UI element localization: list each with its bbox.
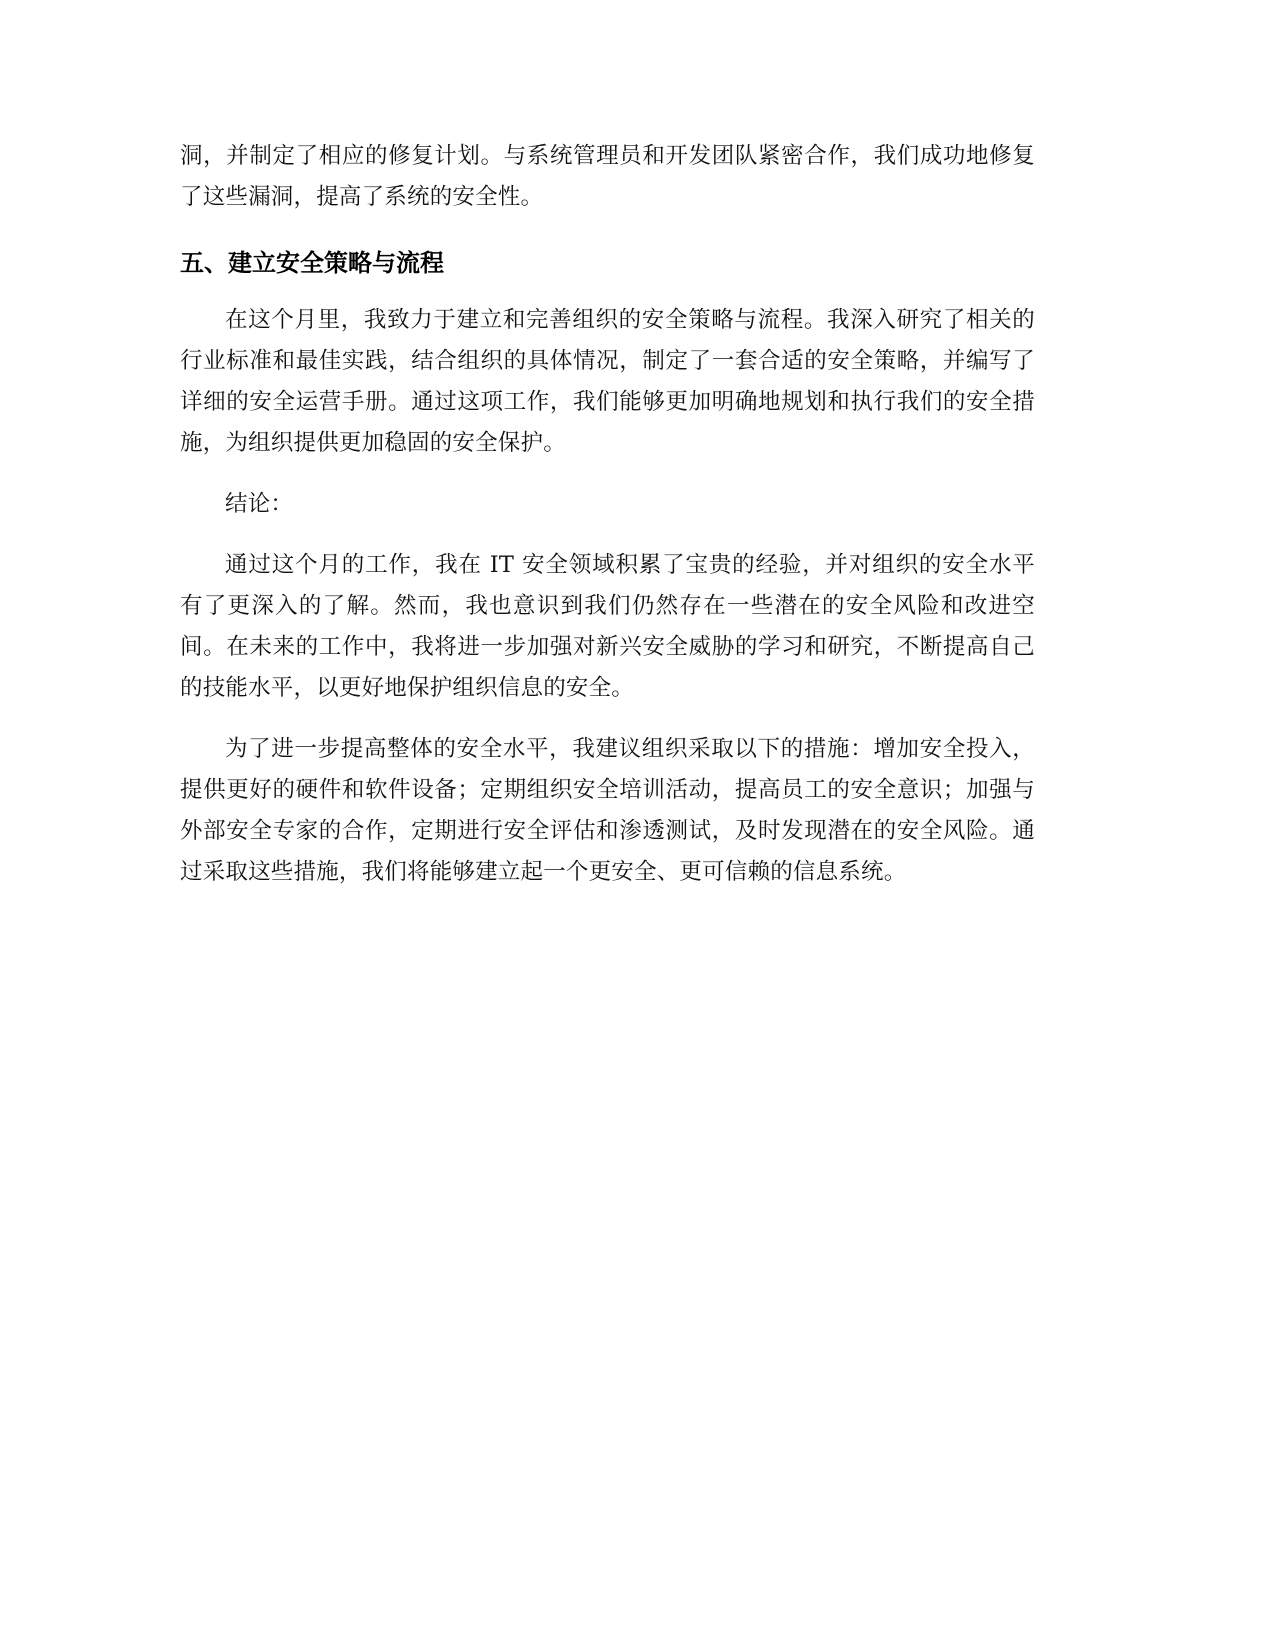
section-heading: 五、建立安全策略与流程 (180, 249, 444, 277)
document-page (180, 136, 1035, 893)
conclusion-paragraph-2: 为了进一步提高整体的安全水平，我建议组织采取以下的措施：增加安全投入，提供更好的硬件和软件设备；定期组织安全培训活动，提高员工的安全意识；加强与外部安全专家的合作，定期进行安全评估和渗透测试，及时发现潜在的安全风险。通过采取这些措施，我们将能够建立起一个更安全、更可信赖的信息系统。 (180, 736, 1035, 885)
section-paragraph: 在这个月里，我致力于建立和完善组织的安全策略与流程。我深入研究了相关的行业标准和最佳实践，结合组织的具体情况，制定了一套合适的安全策略，并编写了详细的安全运营手册。通过这项工作，我们能够更加明确地规划和执行我们的安全措施，为组织提供更加稳固的安全保护。 (180, 307, 1035, 456)
conclusion-paragraph-1: 通过这个月的工作，我在 IT 安全领域积累了宝贵的经验，并对组织的安全水平有了更深入的了解。然而，我也意识到我们仍然存在一些潜在的安全风险和改进空间。在未来的工作中，我将进一步加强对新兴安全威胁的学习和研究，不断提高自己的技能水平，以更好地保护组织信息的安全。 (180, 552, 1035, 701)
continuation-paragraph: 洞，并制定了相应的修复计划。与系统管理员和开发团队紧密合作，我们成功地修复了这些漏洞，提高了系统的安全性。 (180, 143, 1035, 210)
conclusion-label: 结论： (225, 491, 294, 517)
